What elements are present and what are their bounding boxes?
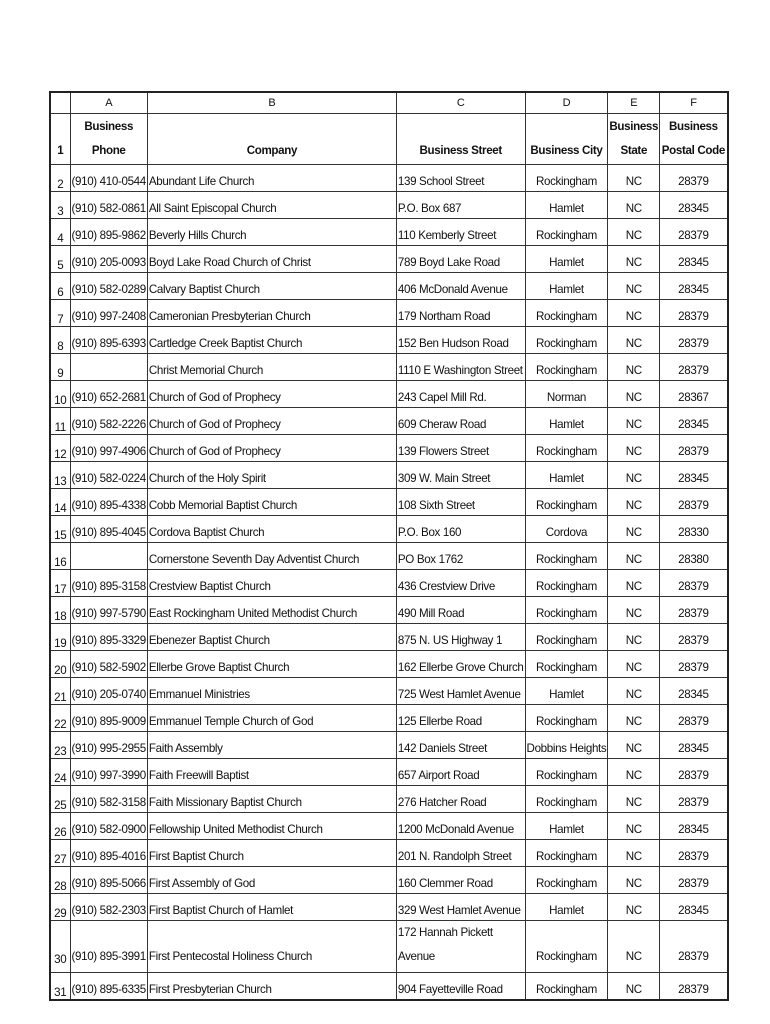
company-cell[interactable]: Church of God of Prophecy: [147, 381, 396, 408]
postal-code-cell[interactable]: 28345: [660, 246, 728, 273]
table-row: [50, 813, 728, 840]
phone-cell[interactable]: (910) 895-4338: [70, 489, 147, 516]
phone-cell[interactable]: (910) 895-3991: [70, 921, 147, 973]
phone-cell[interactable]: (910) 205-0740: [70, 678, 147, 705]
row-number[interactable]: 14: [50, 489, 70, 516]
row-number[interactable]: 25: [50, 786, 70, 813]
phone-cell[interactable]: (910) 582-0861: [70, 192, 147, 219]
city-cell[interactable]: Rockingham: [525, 327, 608, 354]
row-number[interactable]: 29: [50, 894, 70, 921]
state-cell[interactable]: NC: [608, 300, 660, 327]
postal-code-cell[interactable]: 28379: [660, 354, 728, 381]
table-row: [50, 165, 728, 192]
table-row: [50, 651, 728, 678]
row-number[interactable]: 19: [50, 624, 70, 651]
table-row: [50, 462, 728, 489]
city-cell[interactable]: Rockingham: [525, 624, 608, 651]
street-cell[interactable]: 436 Crestview Drive: [396, 570, 525, 597]
postal-code-cell[interactable]: 28379: [660, 165, 728, 192]
table-row: [50, 624, 728, 651]
state-cell[interactable]: NC: [608, 705, 660, 732]
table-row: [50, 543, 728, 570]
phone-cell[interactable]: (910) 895-9862: [70, 219, 147, 246]
street-cell[interactable]: P.O. Box 687: [396, 192, 525, 219]
company-cell[interactable]: Church of God of Prophecy: [147, 408, 396, 435]
state-cell[interactable]: NC: [608, 516, 660, 543]
postal-code-cell[interactable]: 28345: [660, 678, 728, 705]
street-cell[interactable]: 657 Airport Road: [396, 759, 525, 786]
state-cell[interactable]: NC: [608, 813, 660, 840]
table-row: [50, 840, 728, 867]
city-cell[interactable]: Hamlet: [525, 192, 608, 219]
street-cell[interactable]: 406 McDonald Avenue: [396, 273, 525, 300]
row-number[interactable]: 21: [50, 678, 70, 705]
row-number[interactable]: 24: [50, 759, 70, 786]
state-cell[interactable]: NC: [608, 732, 660, 759]
street-cell[interactable]: 329 West Hamlet Avenue: [396, 894, 525, 921]
state-cell[interactable]: NC: [608, 678, 660, 705]
phone-cell[interactable]: (910) 997-5790: [70, 597, 147, 624]
phone-cell[interactable]: (910) 582-2303: [70, 894, 147, 921]
postal-code-cell[interactable]: 28379: [660, 840, 728, 867]
company-cell[interactable]: All Saint Episcopal Church: [147, 192, 396, 219]
street-cell[interactable]: 179 Northam Road: [396, 300, 525, 327]
postal-code-cell[interactable]: 28379: [660, 570, 728, 597]
row-number[interactable]: 15: [50, 516, 70, 543]
postal-code-cell[interactable]: 28345: [660, 894, 728, 921]
table-row: [50, 894, 728, 921]
postal-code-cell[interactable]: 28379: [660, 705, 728, 732]
street-cell[interactable]: 160 Clemmer Road: [396, 867, 525, 894]
state-cell[interactable]: NC: [608, 759, 660, 786]
table-row: [50, 327, 728, 354]
state-cell[interactable]: NC: [608, 273, 660, 300]
company-cell[interactable]: Beverly Hills Church: [147, 219, 396, 246]
state-cell[interactable]: NC: [608, 894, 660, 921]
street-cell[interactable]: 125 Ellerbe Road: [396, 705, 525, 732]
postal-code-cell[interactable]: 28367: [660, 381, 728, 408]
city-cell[interactable]: Rockingham: [525, 786, 608, 813]
row-number[interactable]: 4: [50, 219, 70, 246]
state-cell[interactable]: NC: [608, 973, 660, 1001]
company-cell[interactable]: Faith Assembly: [147, 732, 396, 759]
row-number[interactable]: 20: [50, 651, 70, 678]
street-cell[interactable]: 309 W. Main Street: [396, 462, 525, 489]
row-number[interactable]: 2: [50, 165, 70, 192]
table-row: [50, 973, 728, 1001]
company-cell[interactable]: East Rockingham United Methodist Church: [147, 597, 396, 624]
city-cell[interactable]: Rockingham: [525, 219, 608, 246]
postal-code-cell[interactable]: 28379: [660, 489, 728, 516]
company-cell[interactable]: Crestview Baptist Church: [147, 570, 396, 597]
row-number[interactable]: 7: [50, 300, 70, 327]
city-cell[interactable]: Rockingham: [525, 435, 608, 462]
postal-code-cell[interactable]: 28379: [660, 867, 728, 894]
city-cell[interactable]: Rockingham: [525, 705, 608, 732]
postal-code-cell[interactable]: 28345: [660, 273, 728, 300]
phone-cell[interactable]: (910) 582-2226: [70, 408, 147, 435]
state-cell[interactable]: NC: [608, 327, 660, 354]
company-cell[interactable]: Abundant Life Church: [147, 165, 396, 192]
row-number[interactable]: 10: [50, 381, 70, 408]
postal-code-cell[interactable]: 28379: [660, 219, 728, 246]
state-cell[interactable]: NC: [608, 570, 660, 597]
postal-code-cell[interactable]: 28379: [660, 300, 728, 327]
postal-code-cell[interactable]: 28379: [660, 327, 728, 354]
company-cell[interactable]: Calvary Baptist Church: [147, 273, 396, 300]
corner-cell[interactable]: [50, 92, 70, 114]
phone-cell[interactable]: [70, 543, 147, 570]
city-cell[interactable]: Hamlet: [525, 273, 608, 300]
street-cell[interactable]: 725 West Hamlet Avenue: [396, 678, 525, 705]
row-number[interactable]: 8: [50, 327, 70, 354]
state-cell[interactable]: NC: [608, 408, 660, 435]
state-cell[interactable]: NC: [608, 624, 660, 651]
city-cell[interactable]: Rockingham: [525, 921, 608, 973]
state-cell[interactable]: NC: [608, 165, 660, 192]
postal-code-cell[interactable]: 28379: [660, 786, 728, 813]
city-cell[interactable]: Hamlet: [525, 813, 608, 840]
postal-code-cell[interactable]: 28345: [660, 732, 728, 759]
city-cell[interactable]: Rockingham: [525, 867, 608, 894]
row-number[interactable]: 22: [50, 705, 70, 732]
city-cell[interactable]: Cordova: [525, 516, 608, 543]
phone-cell[interactable]: (910) 895-6393: [70, 327, 147, 354]
state-cell[interactable]: NC: [608, 246, 660, 273]
city-cell[interactable]: Rockingham: [525, 973, 608, 1001]
city-cell[interactable]: Rockingham: [525, 759, 608, 786]
state-cell[interactable]: NC: [608, 867, 660, 894]
postal-code-cell[interactable]: 28379: [660, 435, 728, 462]
header-business-city[interactable]: Business City: [525, 114, 608, 165]
company-cell[interactable]: Fellowship United Methodist Church: [147, 813, 396, 840]
company-cell[interactable]: Church of the Holy Spirit: [147, 462, 396, 489]
table-row: [50, 678, 728, 705]
row-number[interactable]: 28: [50, 867, 70, 894]
row-number[interactable]: 1: [50, 114, 70, 165]
phone-cell[interactable]: (910) 895-4045: [70, 516, 147, 543]
row-number[interactable]: 9: [50, 354, 70, 381]
state-cell[interactable]: NC: [608, 543, 660, 570]
company-cell[interactable]: Cordova Baptist Church: [147, 516, 396, 543]
phone-cell[interactable]: (910) 582-3158: [70, 786, 147, 813]
street-cell[interactable]: 152 Ben Hudson Road: [396, 327, 525, 354]
company-cell[interactable]: Ellerbe Grove Baptist Church: [147, 651, 396, 678]
company-cell[interactable]: First Presbyterian Church: [147, 973, 396, 1001]
company-cell[interactable]: Cobb Memorial Baptist Church: [147, 489, 396, 516]
phone-cell[interactable]: (910) 997-3990: [70, 759, 147, 786]
company-cell[interactable]: First Pentecostal Holiness Church: [147, 921, 396, 973]
state-cell[interactable]: NC: [608, 921, 660, 973]
phone-cell[interactable]: (910) 895-4016: [70, 840, 147, 867]
header-company[interactable]: Company: [147, 114, 396, 165]
phone-cell[interactable]: (910) 652-2681: [70, 381, 147, 408]
phone-cell[interactable]: (910) 410-0544: [70, 165, 147, 192]
company-cell[interactable]: Ebenezer Baptist Church: [147, 624, 396, 651]
postal-code-cell[interactable]: 28379: [660, 759, 728, 786]
table-row: [50, 246, 728, 273]
postal-code-cell[interactable]: 28345: [660, 192, 728, 219]
city-cell[interactable]: Hamlet: [525, 408, 608, 435]
city-cell[interactable]: Rockingham: [525, 651, 608, 678]
column-header-a[interactable]: A: [70, 92, 147, 114]
postal-code-cell[interactable]: 28379: [660, 651, 728, 678]
city-cell[interactable]: Rockingham: [525, 489, 608, 516]
company-cell[interactable]: First Baptist Church of Hamlet: [147, 894, 396, 921]
phone-cell[interactable]: [70, 354, 147, 381]
phone-cell[interactable]: (910) 582-0224: [70, 462, 147, 489]
row-number[interactable]: 30: [50, 921, 70, 973]
table-row: [50, 300, 728, 327]
company-cell[interactable]: Faith Missionary Baptist Church: [147, 786, 396, 813]
company-cell[interactable]: Faith Freewill Baptist: [147, 759, 396, 786]
city-cell[interactable]: Hamlet: [525, 246, 608, 273]
postal-code-cell[interactable]: 28330: [660, 516, 728, 543]
postal-code-cell[interactable]: 28379: [660, 921, 728, 973]
spreadsheet-table: [49, 91, 729, 1001]
state-cell[interactable]: NC: [608, 597, 660, 624]
header-business-state[interactable]: Business State: [608, 114, 660, 165]
postal-code-cell[interactable]: 28379: [660, 597, 728, 624]
phone-cell[interactable]: (910) 205-0093: [70, 246, 147, 273]
city-cell[interactable]: Rockingham: [525, 300, 608, 327]
company-cell[interactable]: Boyd Lake Road Church of Christ: [147, 246, 396, 273]
table-row: [50, 489, 728, 516]
state-cell[interactable]: NC: [608, 786, 660, 813]
row-number[interactable]: 26: [50, 813, 70, 840]
phone-cell[interactable]: (910) 997-4906: [70, 435, 147, 462]
street-cell[interactable]: 142 Daniels Street: [396, 732, 525, 759]
state-cell[interactable]: NC: [608, 435, 660, 462]
company-cell[interactable]: Christ Memorial Church: [147, 354, 396, 381]
table-row: [50, 867, 728, 894]
row-number[interactable]: 11: [50, 408, 70, 435]
street-cell[interactable]: 789 Boyd Lake Road: [396, 246, 525, 273]
header-business-street[interactable]: Business Street: [396, 114, 525, 165]
column-header-b[interactable]: B: [147, 92, 396, 114]
phone-cell[interactable]: (910) 997-2408: [70, 300, 147, 327]
street-cell[interactable]: 162 Ellerbe Grove Church: [396, 651, 525, 678]
state-cell[interactable]: NC: [608, 840, 660, 867]
table-row: [50, 759, 728, 786]
city-cell[interactable]: Hamlet: [525, 462, 608, 489]
table-row: [50, 732, 728, 759]
street-cell[interactable]: 904 Fayetteville Road: [396, 973, 525, 1001]
table-row: [50, 192, 728, 219]
row-number[interactable]: 27: [50, 840, 70, 867]
street-cell[interactable]: 201 N. Randolph Street: [396, 840, 525, 867]
row-number[interactable]: 5: [50, 246, 70, 273]
row-number[interactable]: 13: [50, 462, 70, 489]
street-cell[interactable]: 172 Hannah Pickett Avenue: [396, 921, 525, 973]
table-row: [50, 597, 728, 624]
table-row: [50, 570, 728, 597]
table-row: [50, 354, 728, 381]
postal-code-cell[interactable]: 28379: [660, 624, 728, 651]
column-header-f[interactable]: F: [660, 92, 728, 114]
state-cell[interactable]: NC: [608, 651, 660, 678]
column-header-e[interactable]: E: [608, 92, 660, 114]
table-row: [50, 921, 728, 973]
city-cell[interactable]: Hamlet: [525, 894, 608, 921]
state-cell[interactable]: NC: [608, 192, 660, 219]
city-cell[interactable]: Rockingham: [525, 570, 608, 597]
table-row: [50, 273, 728, 300]
phone-cell[interactable]: (910) 895-3329: [70, 624, 147, 651]
state-cell[interactable]: NC: [608, 219, 660, 246]
state-cell[interactable]: NC: [608, 381, 660, 408]
street-cell[interactable]: 609 Cheraw Road: [396, 408, 525, 435]
phone-cell[interactable]: (910) 895-9009: [70, 705, 147, 732]
row-number[interactable]: 16: [50, 543, 70, 570]
phone-cell[interactable]: (910) 895-6335: [70, 973, 147, 1001]
city-cell[interactable]: Rockingham: [525, 354, 608, 381]
phone-cell[interactable]: (910) 895-3158: [70, 570, 147, 597]
postal-code-cell[interactable]: 28379: [660, 973, 728, 1001]
row-number[interactable]: 6: [50, 273, 70, 300]
state-cell[interactable]: NC: [608, 354, 660, 381]
street-cell[interactable]: 1110 E Washington Street: [396, 354, 525, 381]
header-business-phone[interactable]: Business Phone: [70, 114, 147, 165]
street-cell[interactable]: 1200 McDonald Avenue: [396, 813, 525, 840]
table-row: [50, 408, 728, 435]
street-cell[interactable]: 243 Capel Mill Rd.: [396, 381, 525, 408]
postal-code-cell[interactable]: 28345: [660, 813, 728, 840]
postal-code-cell[interactable]: 28345: [660, 408, 728, 435]
row-number[interactable]: 23: [50, 732, 70, 759]
company-cell[interactable]: First Assembly of God: [147, 867, 396, 894]
city-cell[interactable]: Rockingham: [525, 840, 608, 867]
city-cell[interactable]: Rockingham: [525, 165, 608, 192]
street-cell[interactable]: 276 Hatcher Road: [396, 786, 525, 813]
company-cell[interactable]: Cornerstone Seventh Day Adventist Church: [147, 543, 396, 570]
table-row: [50, 435, 728, 462]
street-cell[interactable]: 490 Mill Road: [396, 597, 525, 624]
phone-cell[interactable]: (910) 582-0900: [70, 813, 147, 840]
city-cell[interactable]: Rockingham: [525, 597, 608, 624]
city-cell[interactable]: Rockingham: [525, 543, 608, 570]
city-cell[interactable]: Dobbins Heights: [525, 732, 608, 759]
field-header-row: [50, 114, 728, 165]
column-header-c[interactable]: C: [396, 92, 525, 114]
row-number[interactable]: 3: [50, 192, 70, 219]
row-number[interactable]: 18: [50, 597, 70, 624]
table-row: [50, 381, 728, 408]
table-row: [50, 786, 728, 813]
table-row: [50, 219, 728, 246]
phone-cell[interactable]: (910) 995-2955: [70, 732, 147, 759]
row-number[interactable]: 12: [50, 435, 70, 462]
phone-cell[interactable]: (910) 582-5902: [70, 651, 147, 678]
row-number[interactable]: 31: [50, 973, 70, 1001]
company-cell[interactable]: Emmanuel Ministries: [147, 678, 396, 705]
street-cell[interactable]: 139 School Street: [396, 165, 525, 192]
postal-code-cell[interactable]: 28345: [660, 462, 728, 489]
state-cell[interactable]: NC: [608, 489, 660, 516]
postal-code-cell[interactable]: 28380: [660, 543, 728, 570]
company-cell[interactable]: Church of God of Prophecy: [147, 435, 396, 462]
phone-cell[interactable]: (910) 895-5066: [70, 867, 147, 894]
table-row: [50, 516, 728, 543]
street-cell[interactable]: PO Box 1762: [396, 543, 525, 570]
column-header-row: [50, 92, 728, 114]
company-cell[interactable]: Cameronian Presbyterian Church: [147, 300, 396, 327]
column-header-d[interactable]: D: [525, 92, 608, 114]
phone-cell[interactable]: (910) 582-0289: [70, 273, 147, 300]
company-cell[interactable]: First Baptist Church: [147, 840, 396, 867]
table-row: [50, 705, 728, 732]
city-cell[interactable]: Hamlet: [525, 678, 608, 705]
street-cell[interactable]: P.O. Box 160: [396, 516, 525, 543]
street-cell[interactable]: 875 N. US Highway 1: [396, 624, 525, 651]
state-cell[interactable]: NC: [608, 462, 660, 489]
header-business-postal-code[interactable]: Business Postal Code: [660, 114, 728, 165]
city-cell[interactable]: Norman: [525, 381, 608, 408]
company-cell[interactable]: Cartledge Creek Baptist Church: [147, 327, 396, 354]
company-cell[interactable]: Emmanuel Temple Church of God: [147, 705, 396, 732]
row-number[interactable]: 17: [50, 570, 70, 597]
street-cell[interactable]: 139 Flowers Street: [396, 435, 525, 462]
street-cell[interactable]: 108 Sixth Street: [396, 489, 525, 516]
street-cell[interactable]: 110 Kemberly Street: [396, 219, 525, 246]
